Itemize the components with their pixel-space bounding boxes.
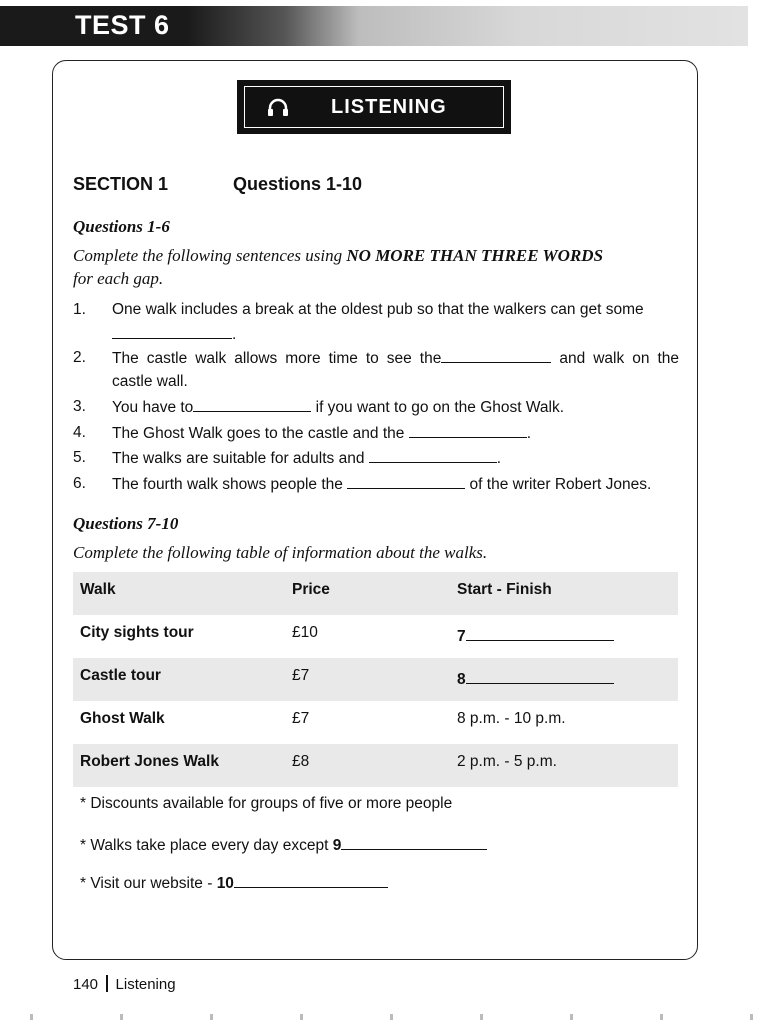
item-text: One walk includes a break at the oldest pub so that the walkers can get some xyxy=(112,301,644,318)
column-header-walk: Walk xyxy=(80,581,116,598)
test-title: TEST 6 xyxy=(75,10,170,40)
item-text: You have to xyxy=(112,399,194,416)
item-text: The walks are suitable for adults and xyxy=(112,450,365,467)
table-header-row xyxy=(73,572,678,615)
footer-label: Listening xyxy=(115,976,176,993)
section-title: SECTION 1 xyxy=(73,174,169,194)
item-number: 5. xyxy=(73,449,86,466)
answer-gap-2[interactable] xyxy=(441,346,551,363)
part2-instruction: Complete the following table of information about the walks. xyxy=(73,543,488,562)
walk-name: Castle tour xyxy=(80,667,161,684)
questions-1-6-heading: Questions 1-6 xyxy=(73,217,170,236)
table-row xyxy=(73,701,678,744)
item-text-end: . xyxy=(232,326,237,343)
item-number: 2. xyxy=(73,349,86,366)
item-answer-line xyxy=(112,322,679,347)
item-text-end: if you want to go on the Ghost Walk. xyxy=(315,399,565,416)
item-text-end: . xyxy=(526,425,531,442)
walk-name: Robert Jones Walk xyxy=(80,753,219,770)
part1-instruction xyxy=(73,244,683,290)
walk-time: 8 p.m. - 10 p.m. xyxy=(457,710,566,727)
scan-edge-marks xyxy=(0,1014,768,1020)
walk-name: City sights tour xyxy=(80,624,194,641)
item-text: The fourth walk shows people the xyxy=(112,476,343,493)
walk-price: £7 xyxy=(292,667,310,684)
listening-banner xyxy=(237,80,511,134)
answer-gap-3[interactable] xyxy=(193,395,311,412)
listening-label: LISTENING xyxy=(331,95,447,118)
table-row xyxy=(73,658,678,701)
walks-table xyxy=(73,572,678,787)
questions-range: Questions 1-10 xyxy=(233,174,363,194)
item-number: 3. xyxy=(73,398,86,415)
item-text-end: of the writer Robert Jones. xyxy=(469,476,652,493)
question-number: 7 xyxy=(457,628,466,645)
note-walk-days xyxy=(80,833,487,855)
item-number: 6. xyxy=(73,475,86,492)
walk-name: Ghost Walk xyxy=(80,710,165,727)
item-text-line xyxy=(112,346,679,371)
item-text-end: castle wall. xyxy=(112,373,188,390)
page-number: 140 xyxy=(73,976,99,993)
answer-gap-7[interactable] xyxy=(466,624,614,641)
walk-price: £7 xyxy=(292,710,310,727)
instruction-emphasis: NO MORE THAN THREE WORDS xyxy=(346,246,604,265)
headphones-icon xyxy=(267,97,289,117)
footer-divider xyxy=(106,975,108,992)
item-number: 4. xyxy=(73,424,86,441)
item-text: The Ghost Walk goes to the castle and the xyxy=(112,425,405,442)
walk-time xyxy=(457,667,614,689)
item-text-mid: and walk on the xyxy=(559,350,679,367)
walk-time: 2 p.m. - 5 p.m. xyxy=(457,753,557,770)
item-number: 1. xyxy=(73,301,86,318)
content-frame xyxy=(52,60,698,960)
question-number: 9 xyxy=(332,837,342,854)
note-text: * Visit our website - xyxy=(80,875,217,892)
column-header-start-finish: Start - Finish xyxy=(457,581,552,598)
note-text: * Discounts available for groups of five or more people xyxy=(80,795,453,812)
page-footer xyxy=(73,975,176,993)
instruction-text: Complete the following sentences using xyxy=(73,246,347,265)
instruction-text-end: for each gap. xyxy=(73,269,164,288)
questions-7-10-heading: Questions 7-10 xyxy=(73,514,179,533)
column-header-price: Price xyxy=(292,581,330,598)
item-text-end: . xyxy=(496,450,502,467)
note-text: * Walks take place every day except xyxy=(80,837,333,854)
answer-gap-6[interactable] xyxy=(347,472,465,489)
table-row xyxy=(73,744,678,787)
answer-gap-4[interactable] xyxy=(409,421,527,438)
answer-gap-9[interactable] xyxy=(341,833,487,850)
note-website xyxy=(80,871,388,893)
question-number: 10 xyxy=(216,875,234,892)
note-discounts xyxy=(80,795,452,813)
walk-price: £10 xyxy=(292,624,318,641)
table-row xyxy=(73,615,678,658)
item-text: The castle walk allows more time to see the xyxy=(112,350,442,367)
question-number: 8 xyxy=(457,671,466,688)
answer-gap-10[interactable] xyxy=(234,871,388,888)
walk-time xyxy=(457,624,614,646)
walk-price: £8 xyxy=(292,753,310,770)
answer-gap-1[interactable] xyxy=(112,322,232,339)
answer-gap-8[interactable] xyxy=(466,667,614,684)
answer-gap-5[interactable] xyxy=(369,446,497,463)
